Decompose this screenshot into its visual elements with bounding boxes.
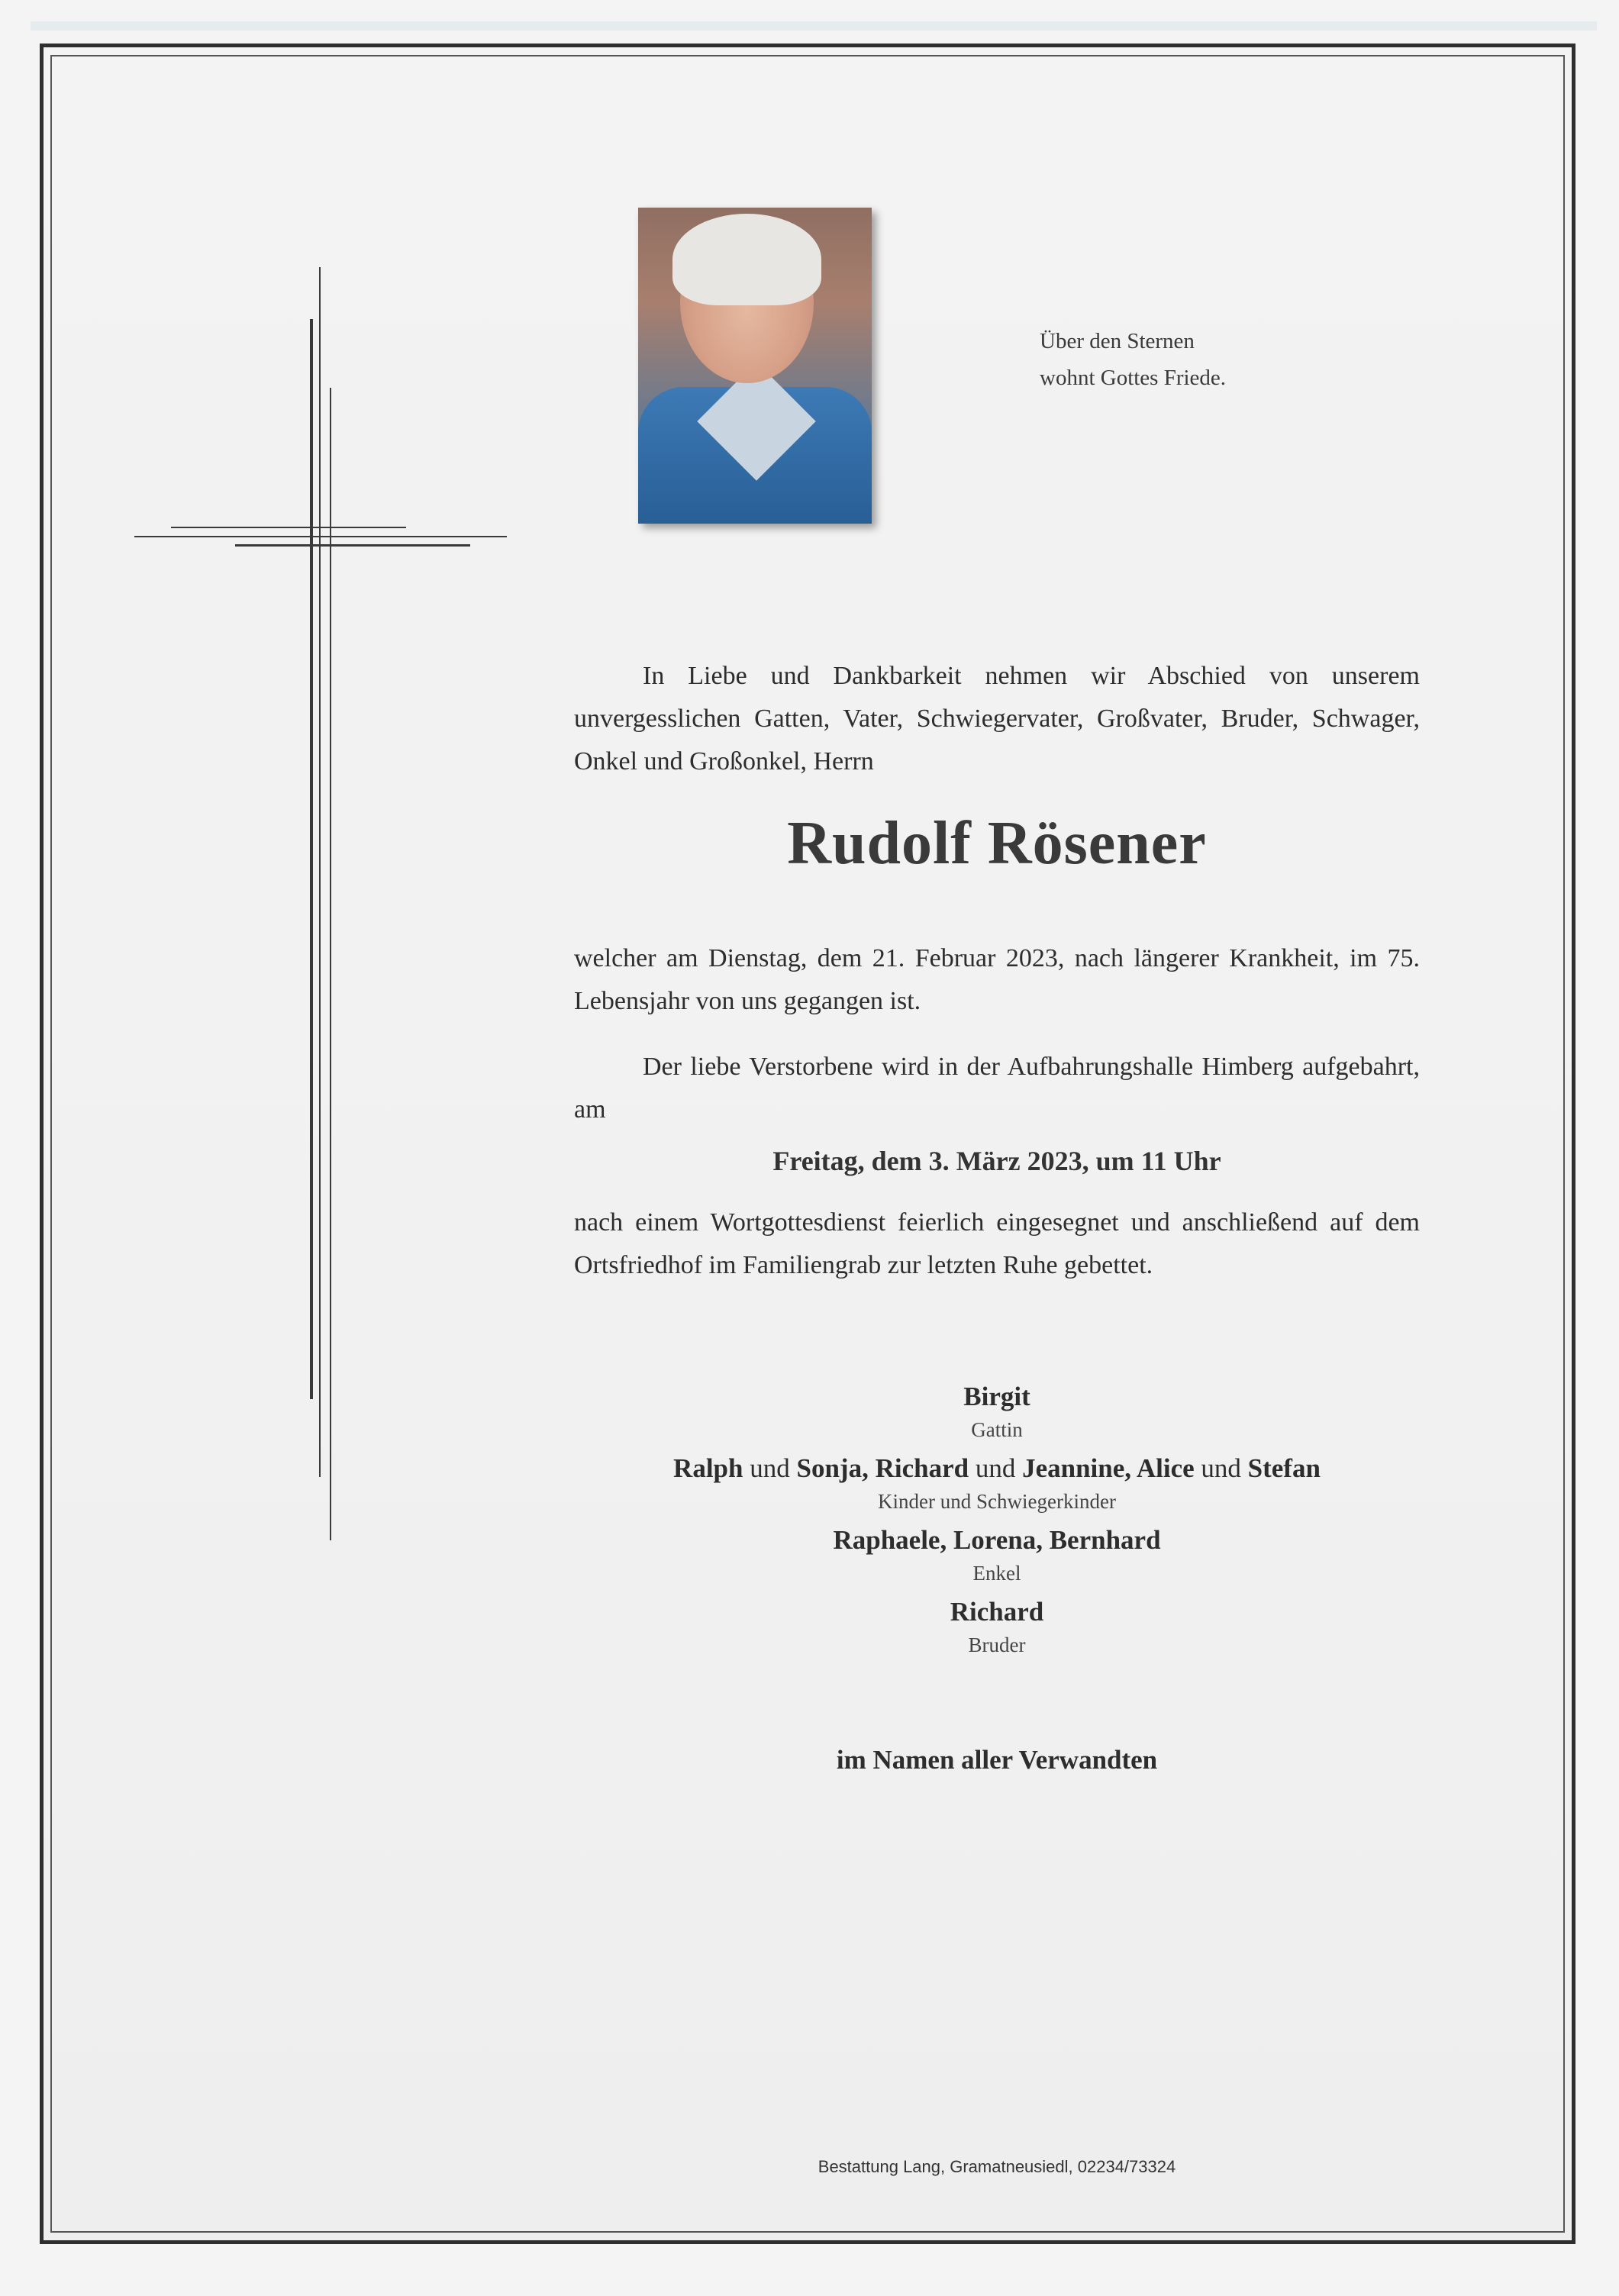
conjunction: und (975, 1453, 1016, 1483)
cross-vertical-thin-left (319, 267, 321, 1477)
motto (1040, 323, 1226, 396)
burial-text: nach einem Wortgottesdienst feierlich eingesegnet und anschließend auf dem Ortsfriedhof im Familiengrab zur letzten Ruhe gebettet. (574, 1208, 1420, 1279)
child-name: Jeannine, (1022, 1453, 1132, 1483)
child-name: Sonja, (796, 1453, 869, 1483)
family-list (574, 1378, 1420, 1665)
deceased-name: Rudolf Rösener (787, 810, 1207, 877)
grandchildren-names: Raphaele, Lorena, Bernhard (833, 1525, 1161, 1555)
brother-role: Bruder (968, 1633, 1026, 1656)
child-name: Ralph (673, 1453, 743, 1483)
conjunction: und (750, 1453, 790, 1483)
viewing-text: Der liebe Verstorbene wird in der Aufbahrungshalle Himberg aufgebahrt, am (574, 1053, 1420, 1124)
ceremony-date: Freitag, dem 3. März 2023, um 11 Uhr (772, 1146, 1221, 1176)
motto-line-1: Über den Sternen (1040, 329, 1195, 353)
intro-text: In Liebe und Dankbarkeit nehmen wir Abschied von unserem unvergesslichen Gatten, Vater, Schwiegervater, Großvater, Bruder, Schwager, Onkel und Großonkel, Herrn (574, 662, 1420, 776)
brother-name: Richard (950, 1597, 1044, 1627)
funeral-home-footer: Bestattung Lang, Gramatneusiedl, 02234/73324 (818, 2157, 1176, 2176)
scan-top-strip (31, 21, 1597, 31)
cross-horizontal-main (134, 536, 507, 537)
cross-horizontal-thin-upper (171, 527, 406, 528)
cross-vertical-thin-right (330, 388, 331, 1540)
closing-text: im Namen aller Verwandten (836, 1745, 1158, 1775)
motto-line-2: wohnt Gottes Friede. (1040, 366, 1227, 390)
spouse-role: Gattin (971, 1418, 1023, 1441)
spouse-name: Birgit (963, 1382, 1030, 1411)
children-role: Kinder und Schwiegerkinder (878, 1490, 1116, 1513)
child-name: Alice (1136, 1453, 1195, 1483)
cross-horizontal-thin-lower (235, 544, 470, 547)
passing-text: welcher am Dienstag, dem 21. Februar 2023, nach längerer Krankheit, im 75. Lebensjahr von uns gegangen ist. (574, 944, 1420, 1015)
portrait-photo (638, 208, 872, 524)
conjunction: und (1201, 1453, 1241, 1483)
grandchildren-role: Enkel (972, 1562, 1021, 1585)
child-name: Richard (875, 1453, 969, 1483)
portrait-hair (672, 214, 821, 305)
cross-vertical-main (310, 319, 313, 1399)
child-name: Stefan (1247, 1453, 1321, 1483)
